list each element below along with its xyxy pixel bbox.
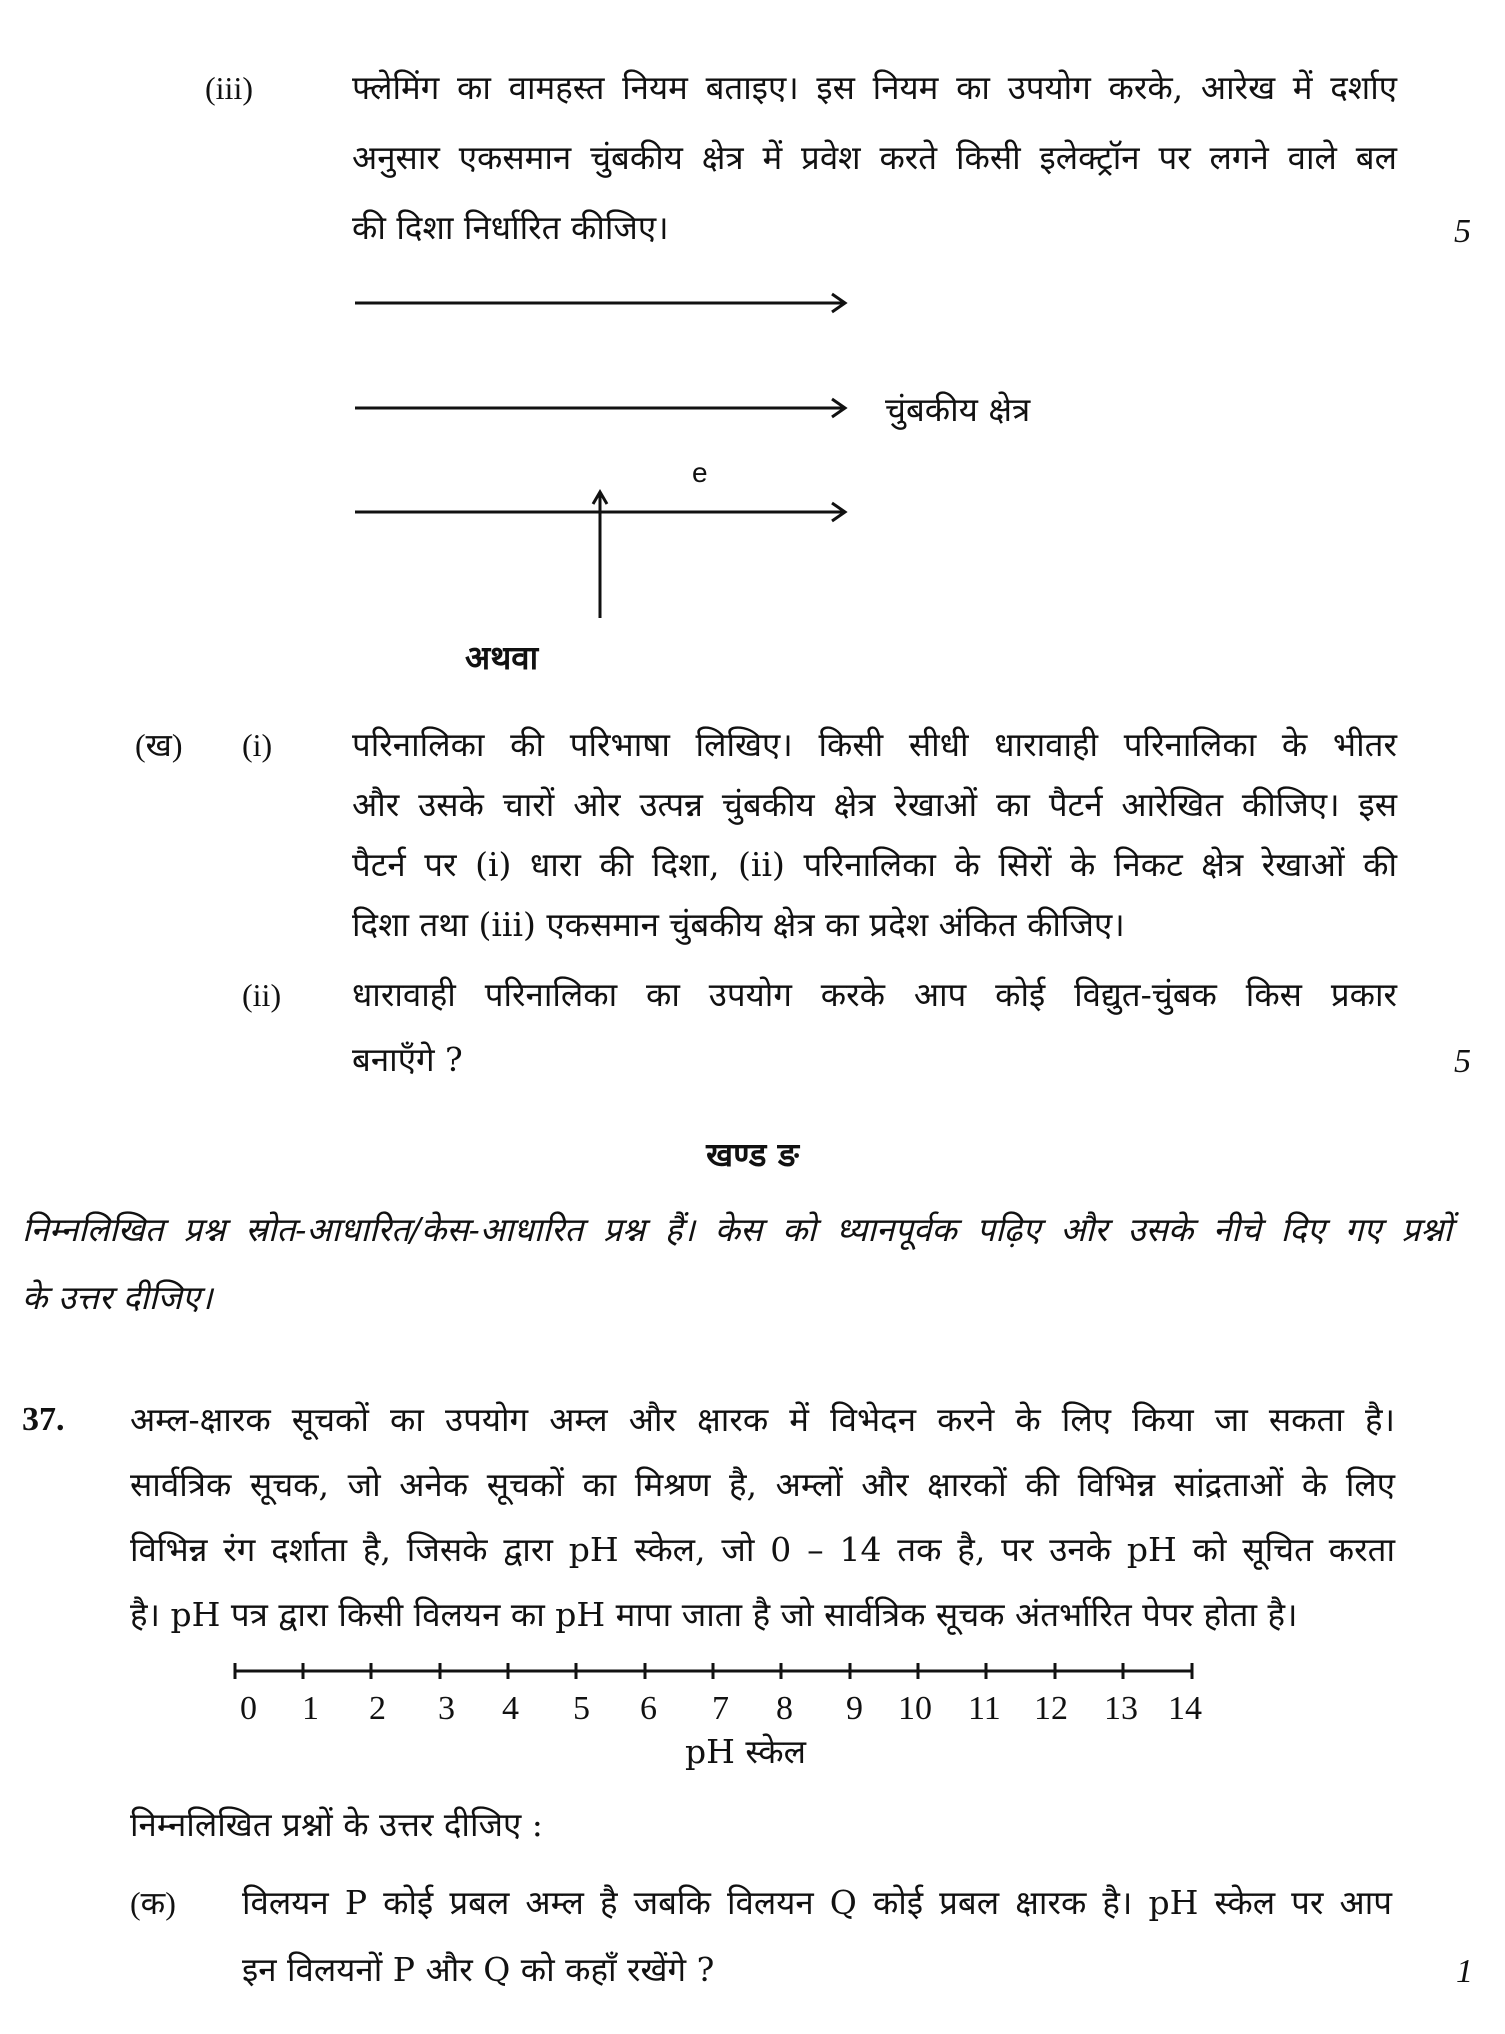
ph-tick-14: 14 [1168, 1690, 1202, 1727]
q37-ka-line-2: इन विलयनों P और Q को कहाँ रखेंगे ? [242, 1950, 715, 1989]
subquestion-label-iii: (iii) [205, 70, 253, 106]
marks-q36-iii: 5 [1454, 213, 1471, 250]
option-label-kha: (ख) [135, 727, 183, 763]
ph-tick-6: 6 [640, 1690, 657, 1727]
ph-scale-caption: pH स्केल [685, 1732, 806, 1771]
q36-kha-i-line-4: दिशा तथा (iii) एकसमान चुंबकीय क्षेत्र का प्रदेश अंकित कीजिए। [352, 905, 1125, 944]
q37-ka-line-1: विलयन P कोई प्रबल अम्ल है जबकि विलयन Q कोई प्रबल क्षारक है। pH स्केल पर आप [242, 1883, 1392, 1922]
ph-tick-12: 12 [1034, 1690, 1068, 1727]
magnetic-field-label: चुंबकीय क्षेत्र [885, 390, 1031, 429]
q37-line-3: विभिन्न रंग दर्शाता है, जिसके द्वारा pH स्केल, जो 0 – 14 तक है, पर उनके pH को सूचित करता [130, 1530, 1395, 1569]
ph-tick-4: 4 [502, 1690, 519, 1727]
q36-kha-i-line-1: परिनालिका की परिभाषा लिखिए। किसी सीधी धारावाही परिनालिका के भीतर [352, 725, 1397, 764]
section-title: खण्ड ङ [706, 1135, 799, 1174]
q37-prompt: निम्नलिखित प्रश्नों के उत्तर दीजिए : [130, 1805, 543, 1844]
ph-tick-3: 3 [438, 1690, 455, 1727]
electron-label: e [692, 457, 708, 488]
q36-iii-line-2: अनुसार एकसमान चुंबकीय क्षेत्र में प्रवेश करते किसी इलेक्ट्रॉन पर लगने वाले बल [352, 138, 1397, 177]
marks-q36-kha: 5 [1454, 1043, 1471, 1080]
question-number-37: 37. [22, 1401, 65, 1438]
ph-tick-2: 2 [369, 1690, 386, 1727]
ph-tick-7: 7 [712, 1690, 729, 1727]
section-instruction-line-2: के उत्तर दीजिए। [22, 1278, 213, 1317]
q37-line-1: अम्ल-क्षारक सूचकों का उपयोग अम्ल और क्षारक में विभेदन करने के लिए किया जा सकता है। [130, 1400, 1395, 1439]
subquestion-label-i: (i) [242, 727, 273, 763]
ph-tick-13: 13 [1104, 1690, 1138, 1727]
ph-scale-axis [0, 1650, 1505, 1710]
section-instruction-line-1: निम्नलिखित प्रश्न स्रोत-आधारित/केस-आधारित प्रश्न हैं। केस को ध्यानपूर्वक पढ़िए और उसके नीचे दिए गए प्रश्नों [22, 1210, 1452, 1249]
ph-tick-9: 9 [846, 1690, 863, 1727]
ph-tick-10: 10 [898, 1690, 932, 1727]
q36-kha-ii-line-1: धारावाही परिनालिका का उपयोग करके आप कोई विद्युत-चुंबक किस प्रकार [352, 975, 1397, 1014]
q36-kha-i-line-3: पैटर्न पर (i) धारा की दिशा, (ii) परिनालिका के सिरों के निकट क्षेत्र रेखाओं की [352, 845, 1397, 884]
ph-tick-0: 0 [240, 1690, 257, 1727]
ph-tick-8: 8 [776, 1690, 793, 1727]
marks-q37-ka: 1 [1456, 1953, 1473, 1990]
q36-kha-i-line-2: और उसके चारों ओर उत्पन्न चुंबकीय क्षेत्र रेखाओं का पैटर्न आरेखित कीजिए। इस [352, 785, 1397, 824]
q37-line-2: सार्वत्रिक सूचक, जो अनेक सूचकों का मिश्रण है, अम्लों और क्षारकों की विभिन्न सांद्रताओं के लिए [130, 1465, 1395, 1504]
subquestion-label-ii: (ii) [242, 977, 282, 1013]
or-label: अथवा [465, 638, 539, 677]
q36-kha-ii-line-2: बनाएँगे ? [352, 1040, 463, 1079]
q36-iii-line-3: की दिशा निर्धारित कीजिए। [352, 208, 669, 247]
ph-tick-1: 1 [302, 1690, 319, 1727]
magnetic-field-diagram [0, 0, 1505, 700]
q37-line-4: है। pH पत्र द्वारा किसी विलयन का pH मापा जाता है जो सार्वत्रिक सूचक अंतर्भारित पेपर होता है। [130, 1595, 1298, 1634]
ph-tick-11: 11 [968, 1690, 1001, 1727]
field-lines-svg [0, 0, 1505, 700]
ph-scale [0, 1650, 1505, 1770]
option-label-ka: (क) [130, 1885, 176, 1921]
q36-iii-line-1: फ्लेमिंग का वामहस्त नियम बताइए। इस नियम का उपयोग करके, आरेख में दर्शाए [352, 68, 1397, 107]
ph-tick-5: 5 [573, 1690, 590, 1727]
